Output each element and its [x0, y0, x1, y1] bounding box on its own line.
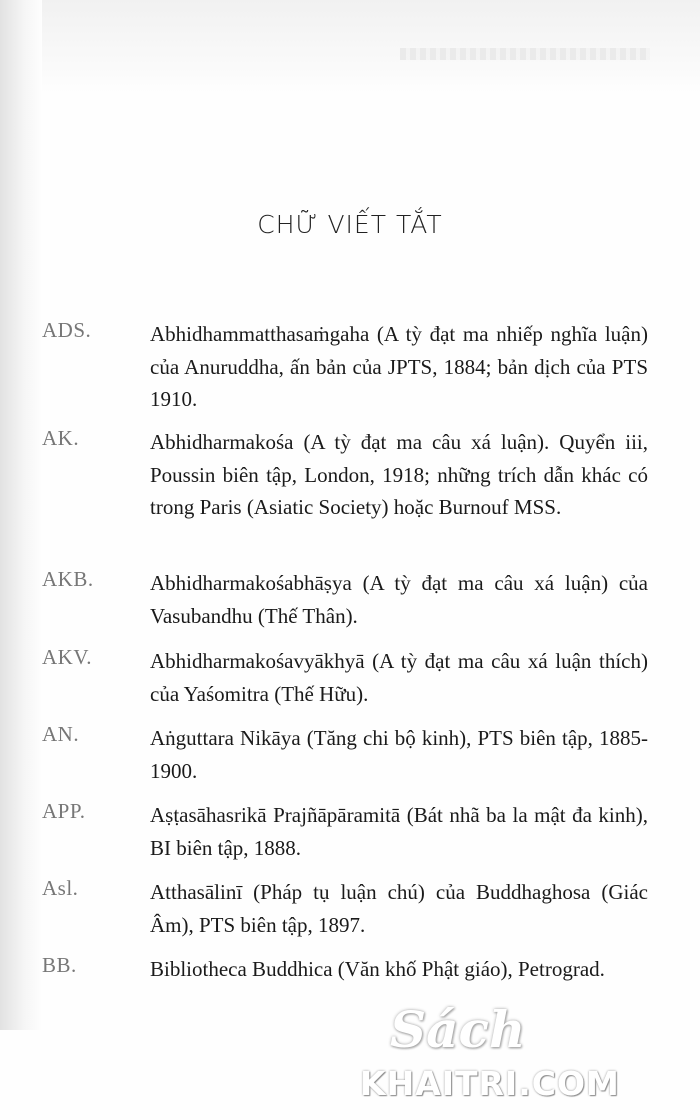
abbreviation-definition: Aṅguttara Nikāya (Tăng chi bộ kinh), PTS biên tập, 1885-1900. — [150, 726, 648, 783]
abbreviation-term: APP. — [42, 799, 86, 823]
watermark-logo — [360, 1000, 680, 1110]
abbreviation-definition: Abhidharmakośavyākhyā (A tỳ đạt ma câu xá luận thích) của Yaśomitra (Thế Hữu). — [150, 649, 648, 706]
watermark-brand: KHAITRI.COM — [360, 1064, 620, 1103]
abbreviation-definition: Abhidharmakośa (A tỳ đạt ma câu xá luận). Quyển iii, Poussin biên tập, London, 1918; những trích dẫn khác có trong Paris (Asiatic Society) hoặc Burnouf MSS. — [150, 430, 648, 519]
page-title: CHỮ VIẾT TẮT — [257, 210, 443, 239]
watermark-script: Sách — [390, 1000, 526, 1059]
abbreviation-definition: Abhidhammatthasaṁgaha (A tỳ đạt ma nhiếp nghĩa luận) của Anuruddha, ấn bản của JPTS, 1884; bản dịch của PTS 1910. — [150, 322, 648, 411]
abbreviation-term: AN. — [42, 722, 80, 746]
abbreviation-term: Asl. — [42, 876, 79, 900]
bleed-through-text — [400, 48, 650, 60]
abbreviation-term: AKB. — [42, 567, 94, 591]
abbreviation-definition: Atthasālinī (Pháp tụ luận chú) của Buddhaghosa (Giác Âm), PTS biên tập, 1897. — [150, 880, 648, 937]
abbreviation-definition: Aṣṭasāhasrikā Prajñāpāramitā (Bát nhã ba la mật đa kinh), BI biên tập, 1888. — [150, 803, 648, 860]
abbreviation-definition: Abhidharmakośabhāṣya (A tỳ đạt ma câu xá luận) của Vasubandhu (Thế Thân). — [150, 571, 648, 628]
abbreviation-term: AKV. — [42, 645, 93, 669]
page-edge-shadow — [0, 0, 42, 1030]
abbreviation-term: BB. — [42, 953, 77, 977]
abbreviation-term: AK. — [42, 426, 80, 450]
abbreviation-definition: Bibliotheca Buddhica (Văn khố Phật giáo), Petrograd. — [150, 957, 605, 981]
abbreviation-term: ADS. — [42, 318, 92, 342]
